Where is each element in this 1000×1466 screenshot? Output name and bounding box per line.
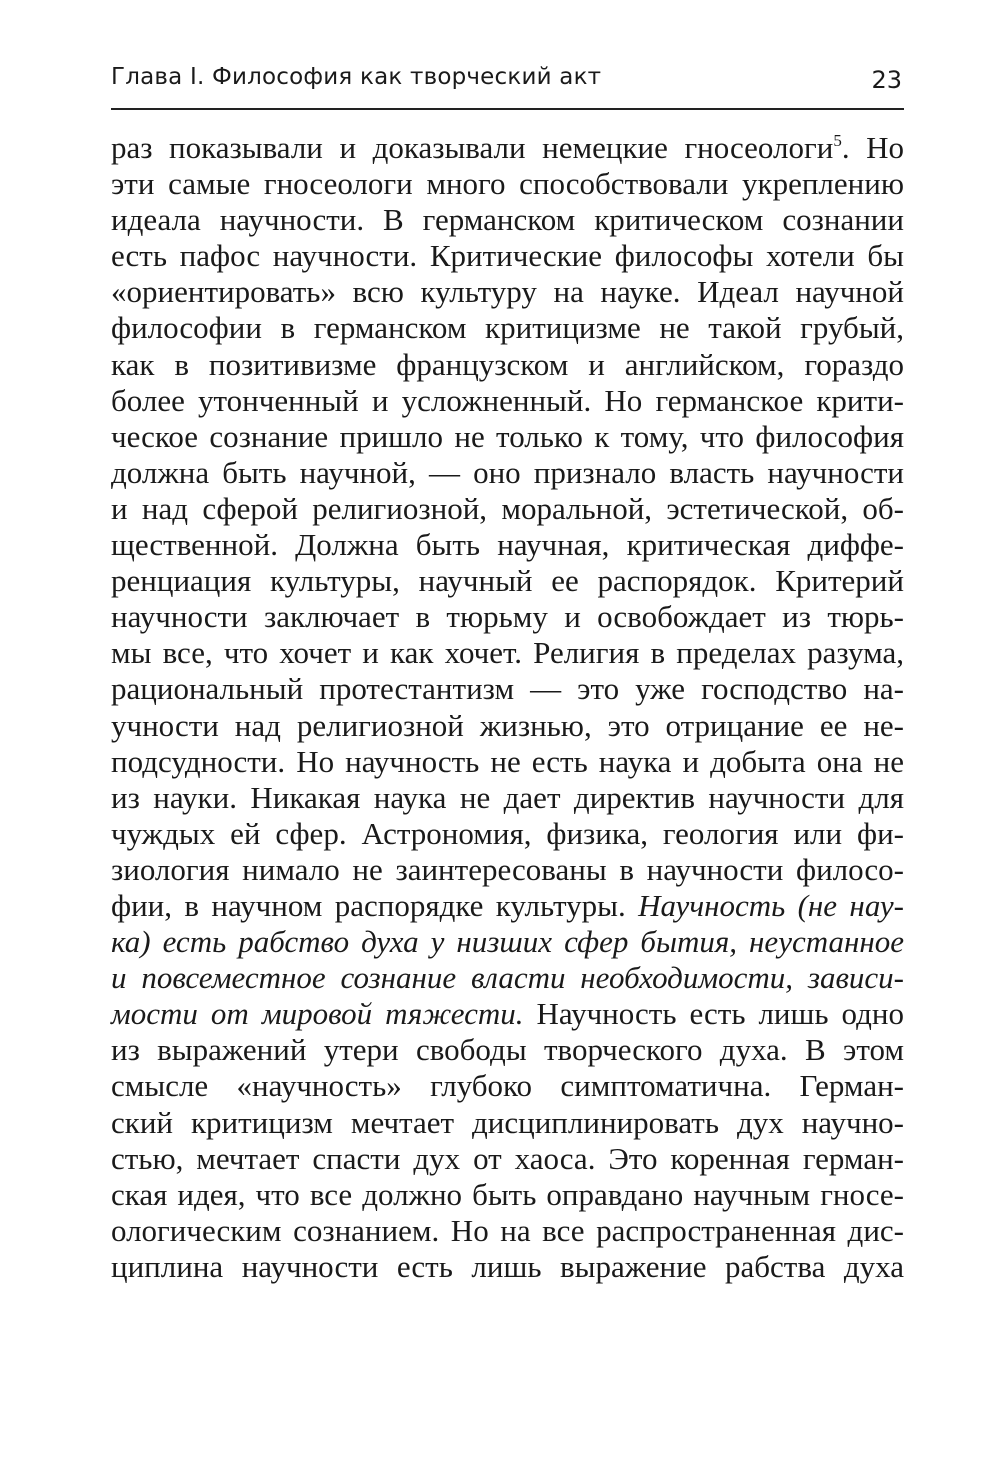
text-segment: ский критицизм мечтает дисциплинировать дух научно- [111,1104,904,1140]
text-line [111,491,904,527]
footnote-marker: 5 [833,131,842,150]
text-line [111,310,904,346]
body-text [111,130,904,1285]
text-segment: мы все, что хочет и как хочет. Религия в пределах разума, [111,635,904,671]
text-segment: более утонченный и усложненный. Но германское крити- [111,382,904,418]
text-segment: из выражений утери свободы творческого духа. В этом [111,1032,904,1068]
text-segment: . Но [841,130,905,165]
text-line [111,563,904,599]
text-segment: должна быть научной, — оно признало власть научности [111,454,904,490]
text-line [111,238,904,274]
text-segment: щественной. Должна быть научная, критическая диффе- [111,527,904,563]
text-segment: есть пафос научности. Критические философы хотели бы [111,238,904,274]
text-segment: научности заключает в тюрьму и освобождает из тюрь- [111,599,904,635]
text-segment: раз показывали и доказывали немецкие гносеологи [111,130,834,165]
text-line [111,419,904,455]
text-line [111,347,904,383]
text-line [111,130,904,166]
text-line [111,888,904,924]
text-segment: из науки. Никакая наука не дает директив научности для [111,779,904,815]
text-line [111,816,904,852]
running-head-title: Глава I. Философия как творческий акт [111,64,602,90]
italic-text-segment: и повсеместное сознание власти необходимости, зависи- [111,960,904,996]
text-line [111,671,904,707]
text-line [111,780,904,816]
italic-text-segment: ка) есть рабство духа у низших сфер бытия, неустанное [111,924,904,960]
text-line [111,1032,904,1068]
text-segment: как в позитивизме французском и английском, гораздо [111,346,904,382]
text-line [111,744,904,780]
text-segment: зиология нимало не заинтересованы в научности филосо- [111,851,904,887]
page-number: 23 [871,66,902,94]
italic-text-segment: Научность (не нау- [638,887,904,923]
text-line [111,1105,904,1141]
text-line [111,383,904,419]
text-line [111,1249,904,1285]
text-segment: учности над религиозной жизнью, это отрицание ее не- [111,707,904,743]
text-line [111,852,904,888]
text-line [111,1141,904,1177]
running-header [111,54,904,110]
text-segment: философии в германском критицизме не такой грубый, [111,310,904,346]
italic-text-segment: мости от мировой тяжести. [111,996,524,1032]
text-line [111,455,904,491]
text-segment: подсудности. Но научность не есть наука и добыта она не [111,743,904,779]
text-line [111,527,904,563]
text-segment: смысле «научность» глубоко симптоматична. Герман- [111,1068,904,1104]
text-segment: стью, мечтает спасти дух от хаоса. Это коренная герман- [111,1140,904,1176]
text-segment: циплина научности есть лишь выражение рабства духа [111,1248,904,1284]
text-segment: «ориентировать» всю культуру на науке. Идеал научной [111,274,904,310]
text-line [111,708,904,744]
text-segment: эти самые гносеологи много способствовали укреплению [111,166,904,202]
text-segment: рациональный протестантизм — это уже господство на- [111,671,904,707]
text-segment: ологическим сознанием. Но на все распространенная дис- [111,1212,904,1248]
text-line [111,599,904,635]
text-segment: идеала научности. В германском критическом сознании [111,202,904,238]
text-line [111,166,904,202]
text-segment: ренциация культуры, научный ее распорядок. Критерий [111,563,904,599]
text-line [111,996,904,1032]
text-line [111,1177,904,1213]
text-line [111,1068,904,1104]
text-line [111,274,904,310]
text-segment: и над сферой религиозной, моральной, эстетической, об- [111,490,904,526]
text-line [111,635,904,671]
text-segment: ская идея, что все должно быть оправдано научным гносе- [111,1176,904,1212]
text-line [111,960,904,996]
text-segment: чуждых ей сфер. Астрономия, физика, геология или фи- [111,815,904,851]
text-segment: Научность есть лишь одно [523,996,905,1032]
text-segment: фии, в научном распорядке культуры. [111,887,639,923]
text-line [111,924,904,960]
text-segment: ческое сознание пришло не только к тому, что философия [111,418,904,454]
text-line [111,202,904,238]
text-line [111,1213,904,1249]
